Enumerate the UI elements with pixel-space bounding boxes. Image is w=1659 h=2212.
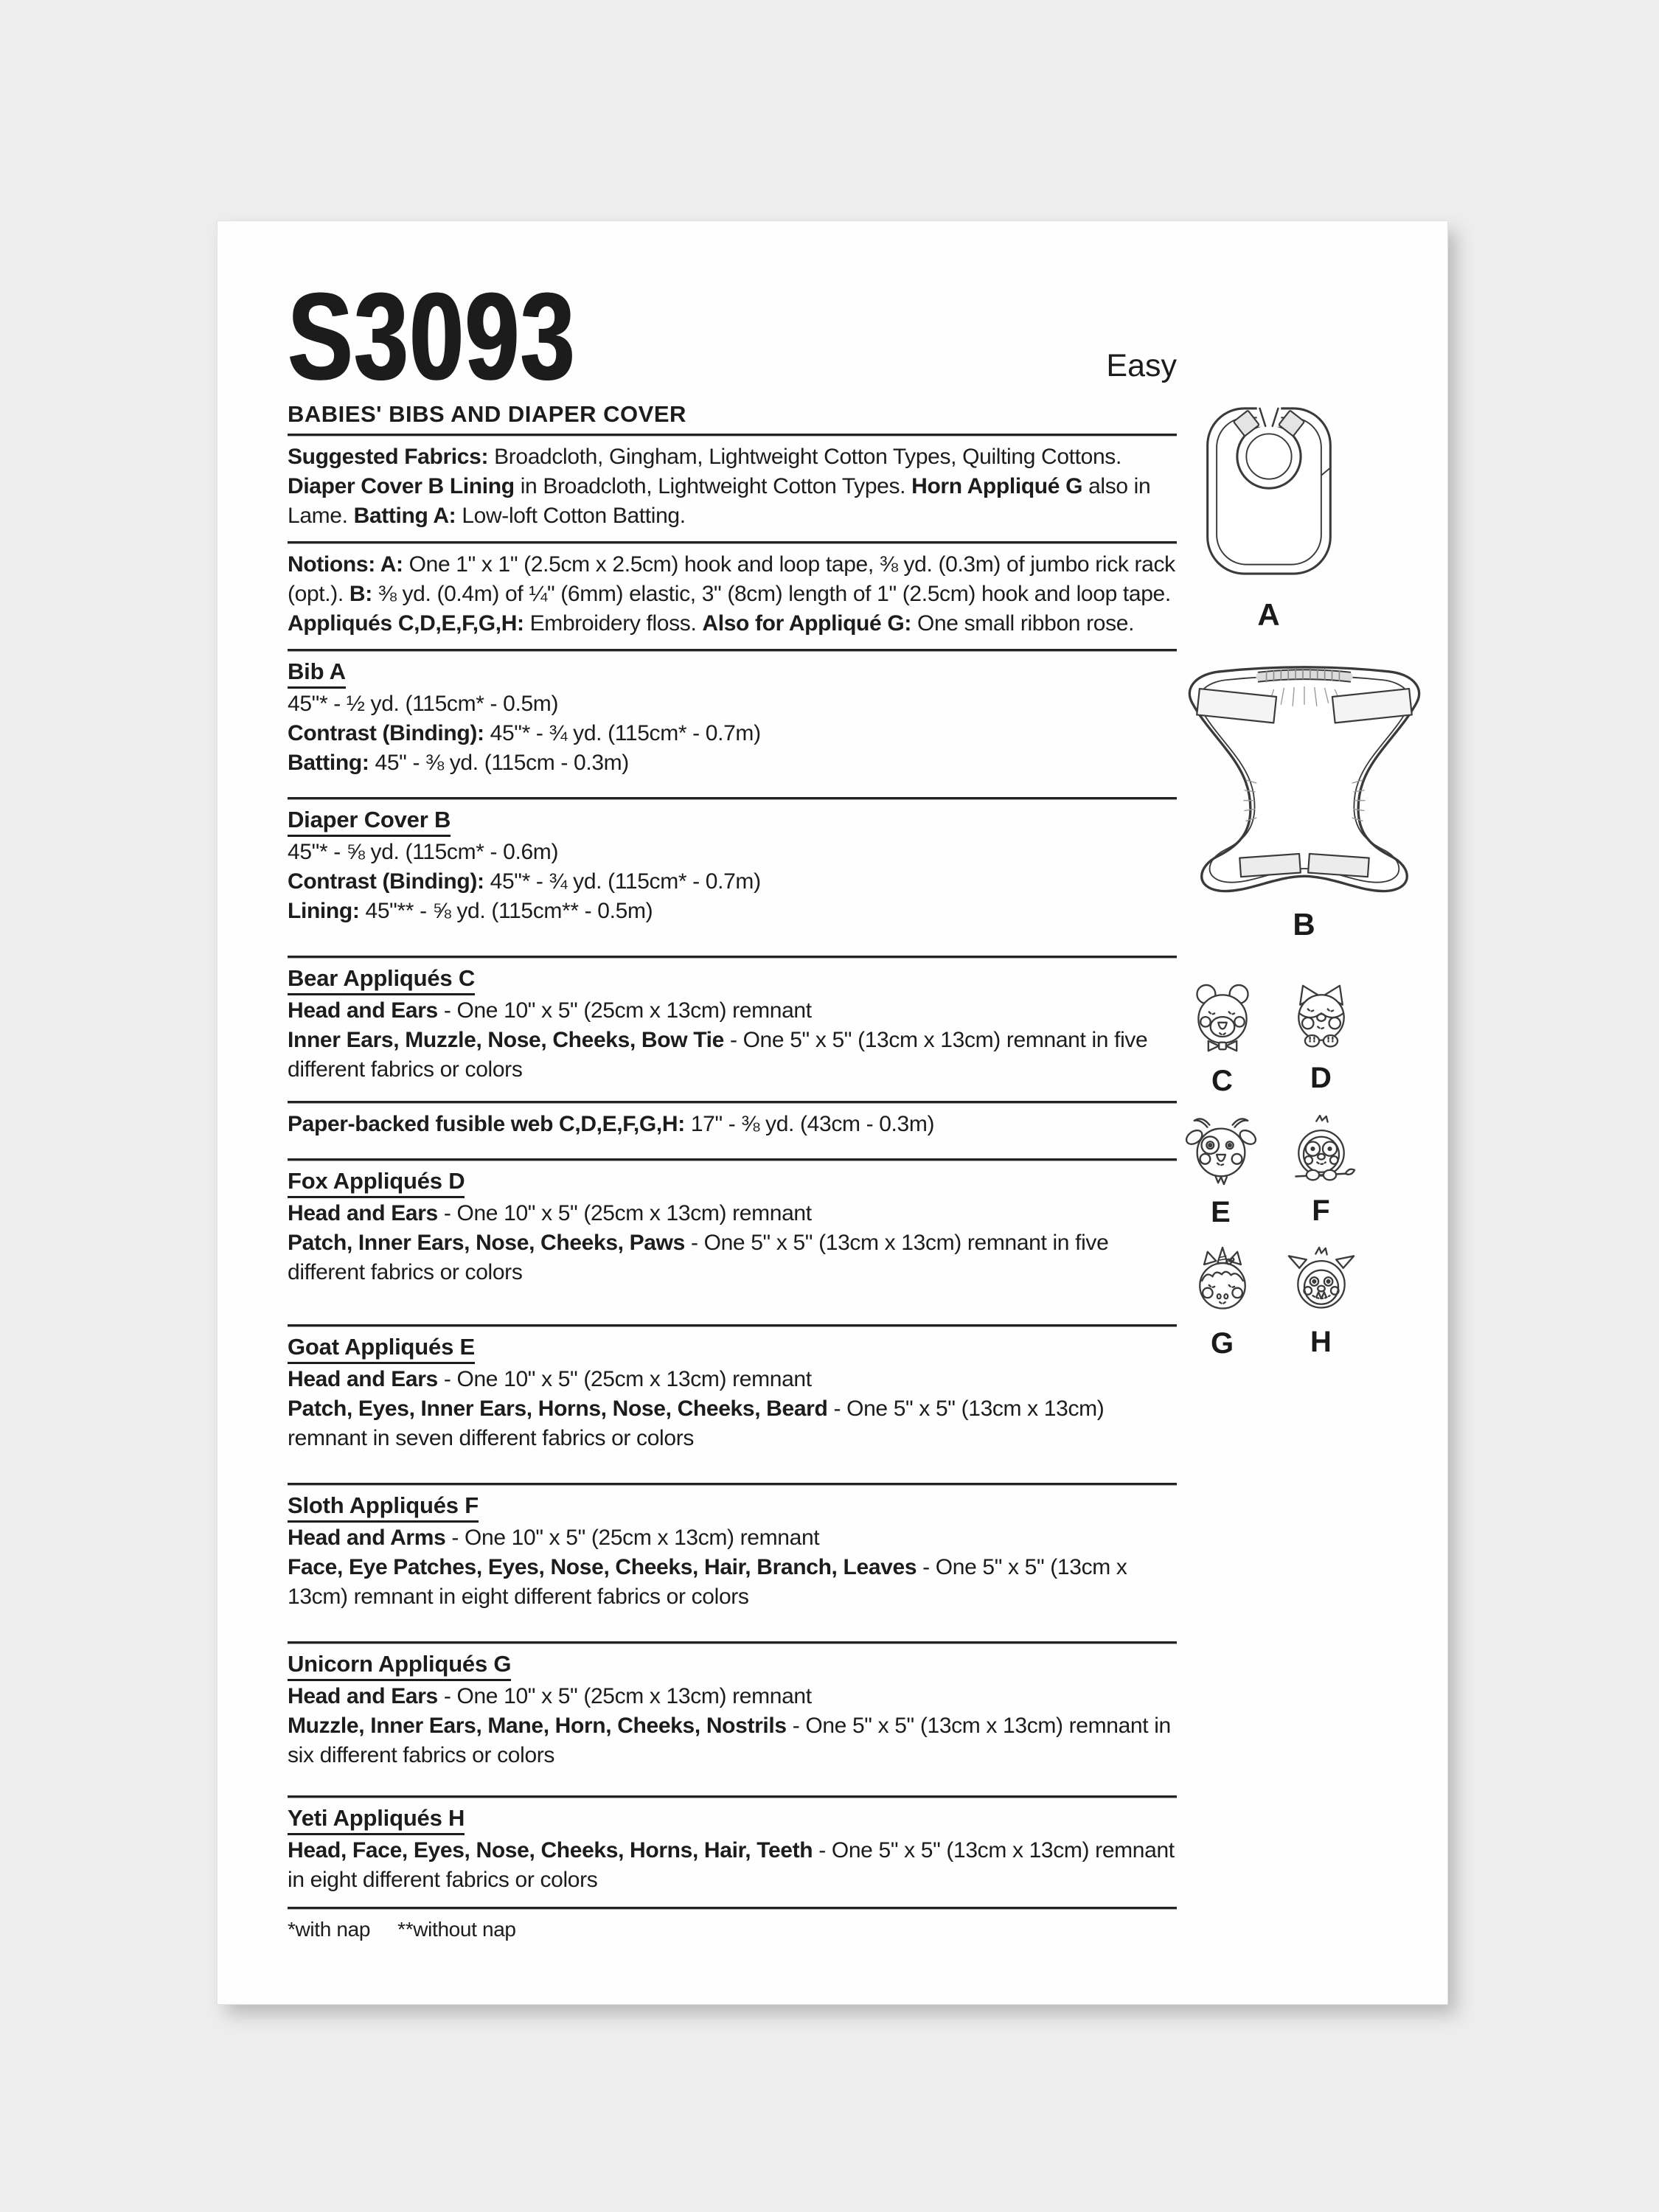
- text-run: Appliqués C,D,E,F,G,H:: [288, 611, 524, 636]
- section-heading: Bear Appliqués C: [288, 964, 475, 995]
- pattern-envelope-back: [218, 221, 1447, 2004]
- text-run: - One 5" x 5" (13cm x 13cm) remnant in five different fabrics or colors: [288, 1230, 1109, 1284]
- text-run: Head and Arms: [288, 1525, 446, 1550]
- text-run: also in Lame.: [288, 473, 1151, 528]
- text-run: Notions: A:: [288, 552, 403, 577]
- figure-label: C: [1211, 1065, 1234, 1097]
- fox-face-icon: [1286, 982, 1357, 1053]
- text-run: Inner Ears, Muzzle, Nose, Cheeks, Bow Tie: [288, 1027, 724, 1052]
- section-heading: Fox Appliqués D: [288, 1167, 465, 1198]
- nap-footnote: *with nap **without nap: [288, 1917, 516, 1941]
- text-run: 45" - ⅜ yd. (115cm - 0.3m): [369, 750, 629, 775]
- figure-bib-a: [1202, 403, 1336, 633]
- pattern-number: S3093: [288, 267, 576, 406]
- section-heading: Bib A: [288, 658, 346, 689]
- figure-label: G: [1210, 1327, 1235, 1360]
- text-run: Embroidery floss.: [524, 611, 703, 636]
- figure-sloth-f: [1281, 1115, 1362, 1228]
- section-heading: Unicorn Appliqués G: [288, 1650, 511, 1681]
- figure-label: A: [1257, 597, 1281, 632]
- text-run: Batting A:: [353, 503, 456, 528]
- figure-fox-d: [1284, 982, 1359, 1095]
- text-run: Head and Ears: [288, 998, 438, 1023]
- section-heading: Sloth Appliqués F: [288, 1492, 479, 1523]
- text-run: Horn Appliqué G: [911, 473, 1083, 498]
- difficulty-label: Easy: [1106, 347, 1177, 383]
- text-run: Head and Ears: [288, 1366, 438, 1391]
- text-run: Diaper Cover B Lining: [288, 473, 515, 498]
- text-run: Batting:: [288, 750, 369, 775]
- text-run: - One 10" x 5" (25cm x 13cm) remnant: [437, 1683, 812, 1708]
- goat-face-icon: [1184, 1115, 1258, 1187]
- text-run: Face, Eye Patches, Eyes, Nose, Cheeks, Hair, Branch, Leaves: [288, 1554, 917, 1579]
- text-run: - One 5" x 5" (13cm x 13cm) remnant in eight different fabrics or colors: [288, 1554, 1127, 1609]
- text-run: 45"* - ¾ yd. (115cm* - 0.7m): [484, 720, 761, 745]
- text-run: Head, Face, Eyes, Nose, Cheeks, Horns, Hair, Teeth: [288, 1837, 813, 1863]
- text-run: 45"** - ⅝ yd. (115cm** - 0.5m): [359, 898, 653, 923]
- text-run: Low-loft Cotton Batting.: [456, 503, 686, 528]
- text-run: B:: [349, 581, 372, 606]
- figure-label: E: [1211, 1196, 1231, 1228]
- figure-unicorn-g: [1185, 1246, 1260, 1360]
- text-run: Head and Ears: [288, 1683, 438, 1708]
- text-run: - One 10" x 5" (25cm x 13cm) remnant: [437, 998, 812, 1023]
- text-run: One small ribbon rose.: [911, 611, 1135, 636]
- text-run: - One 10" x 5" (25cm x 13cm) remnant: [437, 1200, 812, 1225]
- section-heading: Diaper Cover B: [288, 806, 451, 837]
- text-run: Patch, Eyes, Inner Ears, Horns, Nose, Cheeks, Beard: [288, 1396, 828, 1421]
- unicorn-face-icon: [1187, 1246, 1258, 1318]
- text-run: Suggested Fabrics:: [288, 444, 489, 469]
- text-run: 17" - ⅜ yd. (43cm - 0.3m): [684, 1111, 935, 1136]
- diaper-cover-illustration: [1173, 658, 1436, 898]
- text-run: Muzzle, Inner Ears, Mane, Horn, Cheeks, Nostrils: [288, 1713, 787, 1738]
- text-run: Head and Ears: [288, 1200, 438, 1225]
- bib-illustration: [1202, 403, 1336, 580]
- section-heading: Yeti Appliqués H: [288, 1804, 465, 1835]
- text-run: - One 5" x 5" (13cm x 13cm) remnant in eight different fabrics or colors: [288, 1837, 1175, 1892]
- illustration-column: [218, 221, 1447, 2004]
- figure-goat-e: [1180, 1115, 1262, 1229]
- text-run: Also for Appliqué G:: [702, 611, 911, 636]
- figure-bear-c: [1185, 982, 1260, 1098]
- text-run: - One 5" x 5" (13cm x 13cm) remnant in seven different fabrics or colors: [288, 1396, 1105, 1450]
- text-run: in Broadcloth, Lightweight Cotton Types.: [514, 473, 912, 498]
- figure-label: H: [1310, 1326, 1332, 1358]
- yeti-face-icon: [1286, 1246, 1357, 1317]
- text-run: - One 10" x 5" (25cm x 13cm) remnant: [445, 1525, 820, 1550]
- section-heading: Goat Appliqués E: [288, 1333, 475, 1364]
- figure-diaper-cover-b: [1173, 658, 1436, 942]
- text-run: Contrast (Binding):: [288, 869, 484, 894]
- figure-yeti-h: [1284, 1246, 1359, 1359]
- text-run: Broadcloth, Gingham, Lightweight Cotton Types, Quilting Cottons.: [488, 444, 1121, 469]
- text-run: 45"* - ½ yd. (115cm* - 0.5m): [288, 691, 559, 716]
- figure-label: D: [1310, 1062, 1332, 1094]
- figure-label: B: [1293, 907, 1316, 942]
- page-title: BABIES' BIBS AND DIAPER COVER: [288, 400, 686, 427]
- bear-face-icon: [1187, 982, 1258, 1056]
- text-run: - One 5" x 5" (13cm x 13cm) remnant in five different fabrics or colors: [288, 1027, 1148, 1082]
- text-run: - One 5" x 5" (13cm x 13cm) remnant in six different fabrics or colors: [288, 1713, 1171, 1767]
- text-run: Paper-backed fusible web C,D,E,F,G,H:: [288, 1111, 685, 1136]
- text-run: Lining:: [288, 898, 360, 923]
- text-run: - One 10" x 5" (25cm x 13cm) remnant: [437, 1366, 812, 1391]
- text-run: Contrast (Binding):: [288, 720, 484, 745]
- text-run: One 1" x 1" (2.5cm x 2.5cm) hook and loop tape, ⅜ yd. (0.3m) of jumbo rick rack (opt.).: [288, 552, 1175, 606]
- text-run: 45"* - ⅝ yd. (115cm* - 0.6m): [288, 839, 559, 864]
- text-run: 45"* - ¾ yd. (115cm* - 0.7m): [484, 869, 761, 894]
- text-run: Patch, Inner Ears, Nose, Cheeks, Paws: [288, 1230, 685, 1255]
- sloth-face-icon: [1284, 1115, 1358, 1186]
- figure-label: F: [1312, 1194, 1331, 1227]
- text-run: ⅜ yd. (0.4m) of ¼" (6mm) elastic, 3" (8cm) length of 1" (2.5cm) hook and loop tape.: [372, 581, 1171, 606]
